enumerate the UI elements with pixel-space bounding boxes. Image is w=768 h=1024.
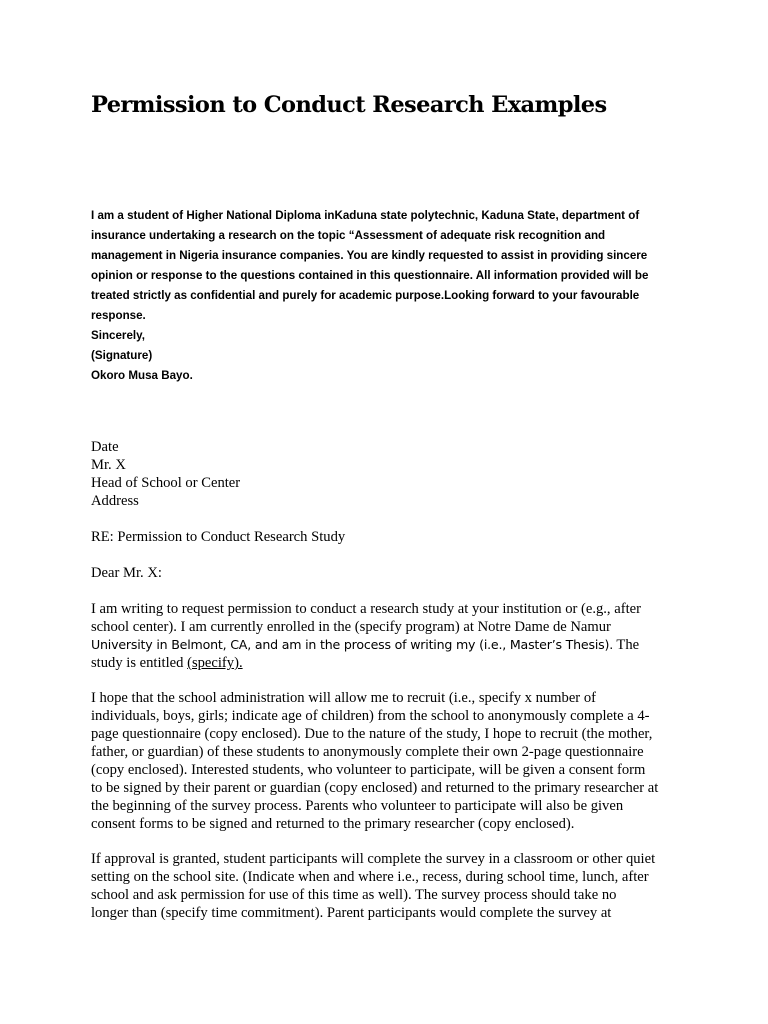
paragraph-line-segment: The [613, 637, 640, 653]
student-letter-line: insurance undertaking a research on the topic “Assessment of adequate risk recognition and [91, 229, 606, 242]
paragraph-line: longer than (specify time commitment). Parent participants would complete the survey at [91, 905, 612, 921]
student-letter-signature: (Signature) [91, 349, 153, 362]
paragraph-line: (copy enclosed). Interested students, who volunteer to participate, will be given a consent form [91, 762, 646, 778]
student-letter-line: response. [91, 309, 146, 322]
page-title: Permission to Conduct Research Examples [91, 92, 607, 118]
paragraph-line: to be signed by their parent or guardian (copy enclosed) and returned to the primary researcher at [91, 780, 659, 796]
address-block [91, 438, 691, 510]
paragraph-line: setting on the school site. (Indicate when and where i.e., recess, during school time, lunch, after [91, 869, 649, 885]
paragraph-2 [91, 689, 691, 833]
re-line: RE: Permission to Conduct Research Study [91, 529, 346, 545]
paragraph-line: page questionnaire (copy enclosed). Due to the nature of the study, I hope to recruit (the mother, [91, 726, 653, 742]
paragraph-line: school center). I am currently enrolled in the (specify program) at Notre Dame de Namur [91, 619, 611, 635]
student-letter-line: treated strictly as confidential and purely for academic purpose.Looking forward to your favourable [91, 289, 640, 302]
paragraph-line: the beginning of the survey process. Parents who volunteer to participate will also be given [91, 798, 624, 814]
paragraph-line: school and ask permission for use of this time as well). The survey process should take no [91, 887, 617, 903]
paragraph-line: consent forms to be signed and returned to the primary researcher (copy enclosed). [91, 816, 575, 832]
paragraph-line: I hope that the school administration will allow me to recruit (i.e., specify x number of [91, 690, 596, 706]
student-letter [91, 206, 681, 386]
paragraph-line [91, 636, 691, 654]
paragraph-line: father, or guardian) of these students to anonymously complete their own 2-page questionnaire [91, 744, 644, 760]
student-letter-closing: Sincerely, [91, 329, 145, 342]
student-letter-line: I am a student of Higher National Diploma inKaduna state polytechnic, Kaduna State, department of [91, 209, 640, 222]
paragraph-line [91, 654, 691, 672]
address-role: Head of School or Center [91, 475, 241, 491]
address-line: Address [91, 493, 139, 509]
address-date: Date [91, 439, 119, 455]
paragraph-1 [91, 600, 691, 672]
paragraph-line: If approval is granted, student participants will complete the survey in a classroom or other quiet [91, 851, 656, 867]
paragraph-line-segment: study is entitled [91, 655, 188, 671]
paragraph-line-segment: University in Belmont, CA, and am in the process of writing my (i.e., Master’s Thesis). [91, 637, 614, 652]
student-letter-line: management in Nigeria insurance companies. You are kindly requested to assist in providing sincere [91, 249, 648, 262]
student-letter-name: Okoro Musa Bayo. [91, 369, 193, 382]
specify-title-placeholder: (specify). [187, 655, 243, 671]
student-letter-body [91, 206, 681, 326]
address-recipient: Mr. X [91, 457, 126, 473]
salutation: Dear Mr. X: [91, 565, 162, 581]
student-letter-line: opinion or response to the questions contained in this questionnaire. All information provided will be [91, 269, 649, 282]
paragraph-line: individuals, boys, girls; indicate age of children) from the school to anonymously complete a 4- [91, 708, 650, 724]
paragraph-3 [91, 850, 691, 922]
paragraph-line: I am writing to request permission to conduct a research study at your institution or (e.g., after [91, 601, 641, 617]
